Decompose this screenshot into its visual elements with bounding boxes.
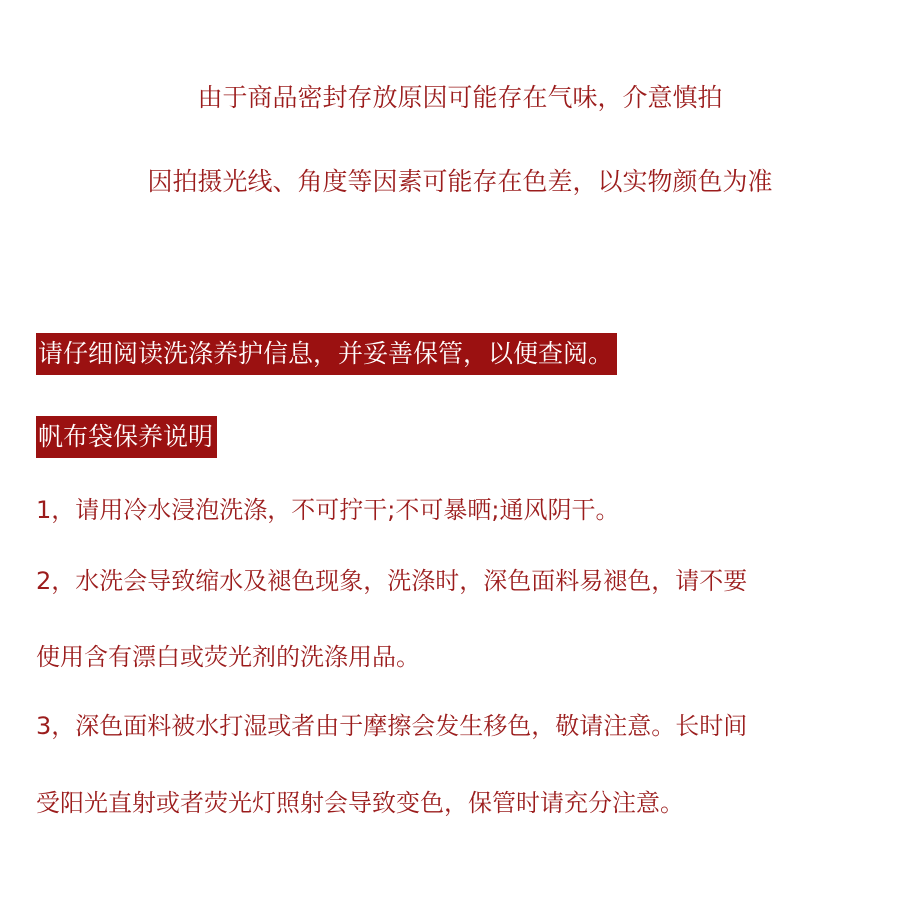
section-title-banner: 帆布袋保养说明 — [36, 416, 217, 458]
care-instruction-1: 1，请用冷水浸泡洗涤，不可拧干;不可暴晒;通风阴干。 — [36, 496, 620, 524]
care-instruction-2-line-2: 使用含有漂白或荧光剂的洗涤用品。 — [36, 643, 420, 671]
care-instruction-3-line-1: 3，深色面料被水打湿或者由于摩擦会发生移色，敬请注意。长时间 — [36, 712, 748, 740]
care-instruction-3-line-2: 受阳光直射或者荧光灯照射会导致变色，保管时请充分注意。 — [36, 789, 684, 817]
care-info-banner: 请仔细阅读洗涤养护信息，并妥善保管，以便查阅。 — [36, 333, 617, 375]
odor-notice: 由于商品密封存放原因可能存在气味，介意慎拍 — [197, 83, 723, 112]
care-instruction-2-line-1: 2，水洗会导致缩水及褪色现象，洗涤时，深色面料易褪色，请不要 — [36, 567, 748, 595]
color-difference-notice: 因拍摄光线、角度等因素可能存在色差，以实物颜色为准 — [147, 167, 773, 196]
